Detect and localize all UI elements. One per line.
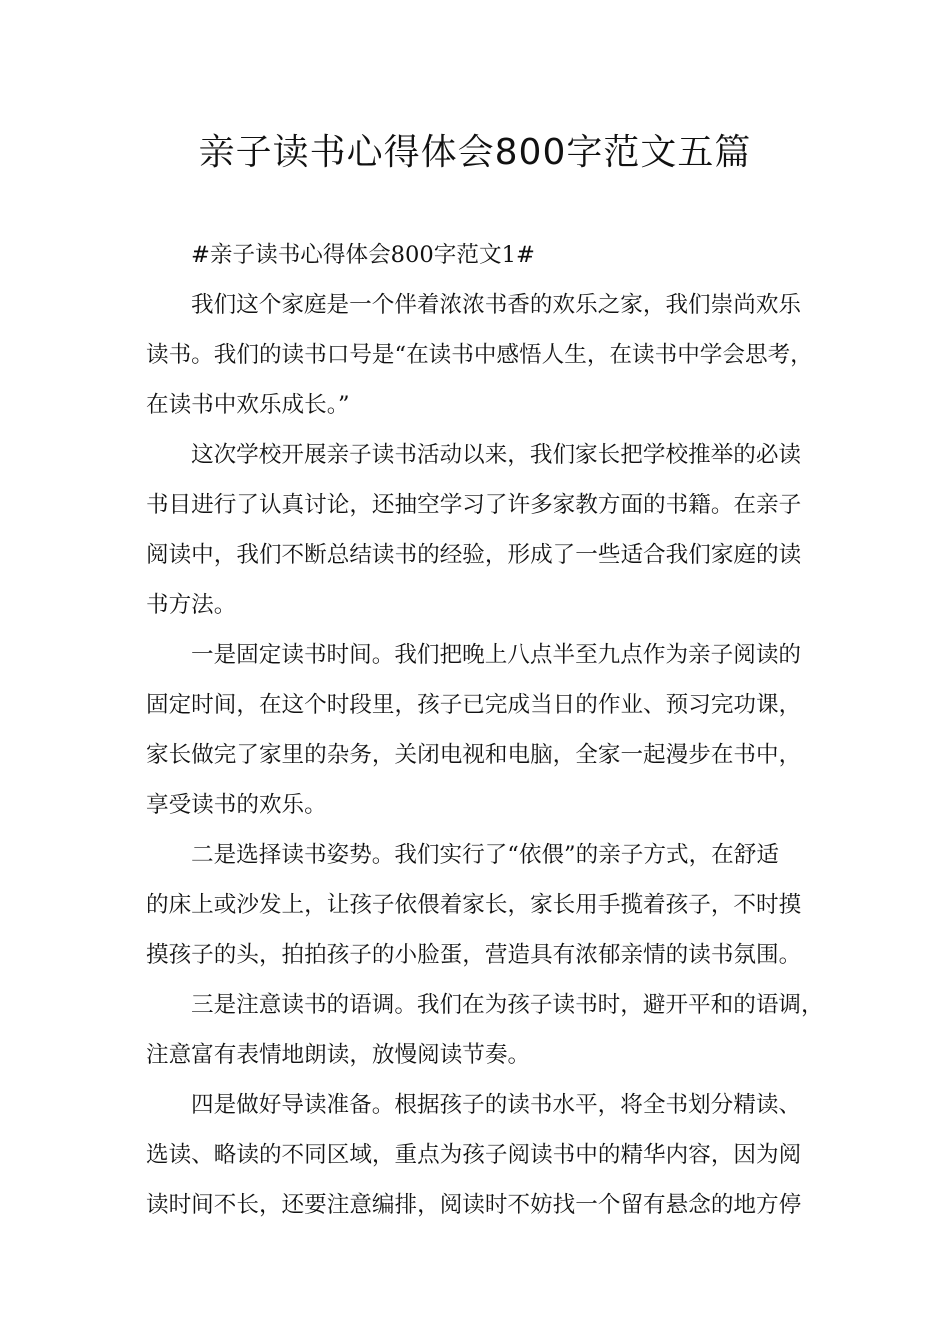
text-line: 读书。我们的读书口号是“在读书中感悟人生，在读书中学会思考， <box>146 342 813 368</box>
text-line: 注意富有表情地朗读，放慢阅读节奏。 <box>146 1042 531 1068</box>
text-line: 读时间不长，还要注意编排，阅读时不妨找一个留有悬念的地方停 <box>146 1192 802 1218</box>
text-line: 选读、略读的不同区域，重点为孩子阅读书中的精华内容，因为阅 <box>146 1142 802 1168</box>
text-line: 在读书中欢乐成长。” <box>146 392 350 418</box>
text-line: 四是做好导读准备。根据孩子的读书水平，将全书划分精读、 <box>191 1092 802 1118</box>
text-line: 我们这个家庭是一个伴着浓浓书香的欢乐之家，我们崇尚欢乐 <box>191 292 802 318</box>
text-line: 这次学校开展亲子读书活动以来，我们家长把学校推举的必读 <box>191 442 802 468</box>
text-line: 享受读书的欢乐。 <box>146 792 327 818</box>
document-title: 亲子读书心得体会800字范文五篇 <box>198 132 752 173</box>
document-body <box>146 230 826 1230</box>
text-line: 阅读中，我们不断总结读书的经验，形成了一些适合我们家庭的读 <box>146 542 802 568</box>
text-line: 的床上或沙发上，让孩子依偎着家长，家长用手揽着孩子，不时摸 <box>146 892 802 918</box>
text-line: 固定时间，在这个时段里，孩子已完成当日的作业、预习完功课， <box>146 692 802 718</box>
text-line: 书方法。 <box>146 592 237 618</box>
text-line: #亲子读书心得体会800字范文1# <box>191 242 535 268</box>
text-line: 书目进行了认真讨论，还抽空学习了许多家教方面的书籍。在亲子 <box>146 492 802 518</box>
text-line: 一是固定读书时间。我们把晚上八点半至九点作为亲子阅读的 <box>191 642 802 668</box>
text-line: 家长做完了家里的杂务，关闭电视和电脑，全家一起漫步在书中， <box>146 742 802 768</box>
text-line: 三是注意读书的语调。我们在为孩子读书时，避开平和的语调， <box>191 992 824 1018</box>
text-line: 二是选择读书姿势。我们实行了“依偎”的亲子方式，在舒适 <box>191 842 779 868</box>
text-line: 摸孩子的头，拍拍孩子的小脸蛋，营造具有浓郁亲情的读书氛围。 <box>146 942 802 968</box>
